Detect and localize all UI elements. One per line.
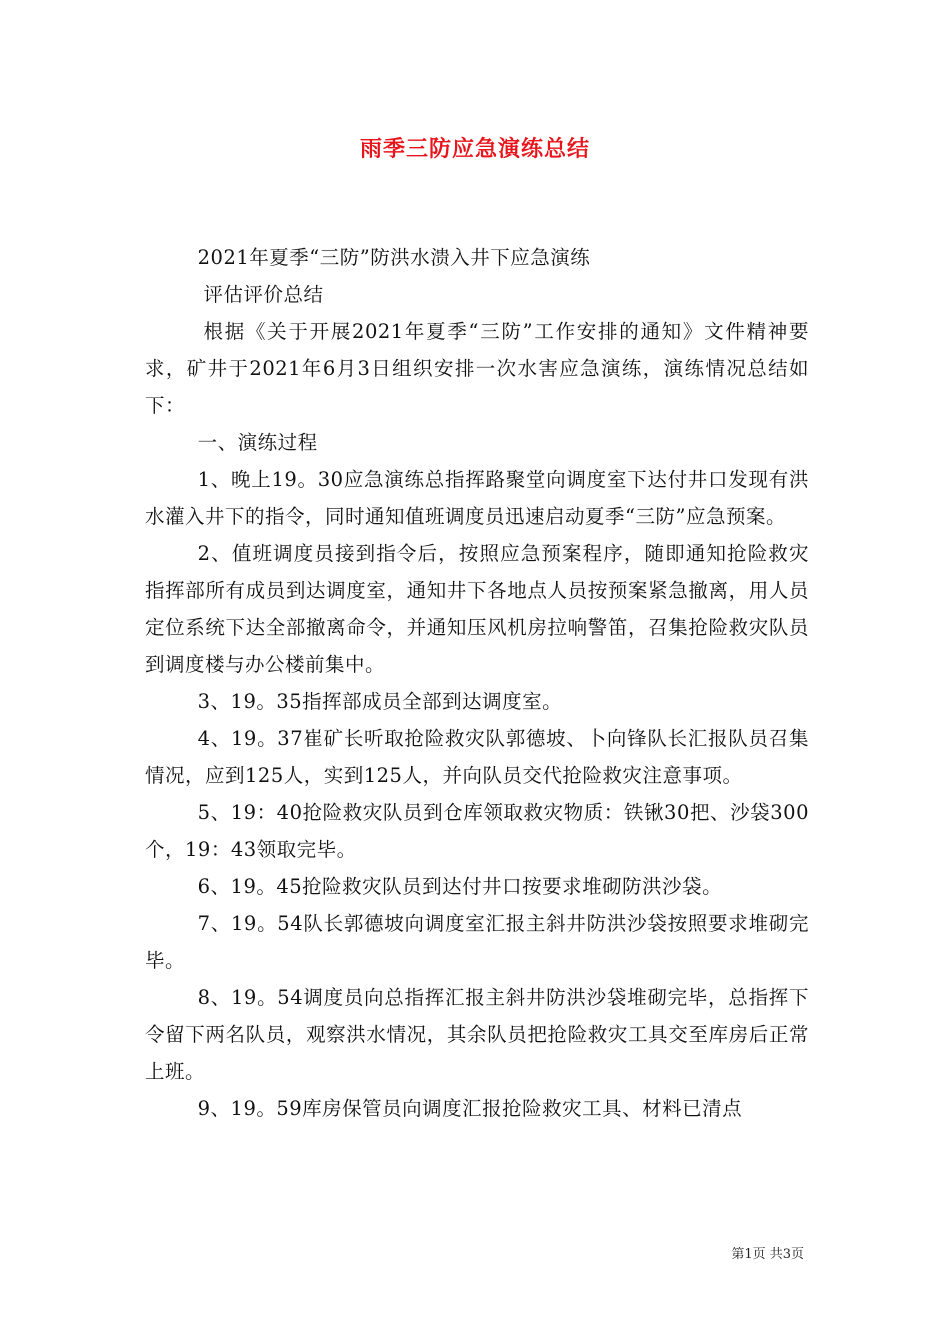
section-heading: 一、演练过程 [197, 431, 318, 454]
document-title: 雨季三防应急演练总结 [359, 137, 590, 162]
page-number: 第1页 共3页 [731, 1247, 804, 1262]
paragraph-item-4: 4、19。37崔矿长听取抢险救灾队郭德坡、卜向锋队长汇报队员召集情况，应到125人，实到125人，并向队员交代抢险救灾注意事项。 [145, 727, 809, 787]
paragraph-item-2: 2、值班调度员接到指令后，按照应急预案程序，随即通知抢险救灾指挥部所有成员到达调度室，通知井下各地点人员按预案紧急撤离，用人员定位系统下达全部撤离命令，并通知压风机房拉响警笛，召集抢险救灾队员到调度楼与办公楼前集中。 [145, 542, 809, 676]
paragraph-heading-line-1: 2021年夏季“三防”防洪水溃入井下应急演练 [197, 246, 591, 269]
paragraph-item-1: 1、晚上19。30应急演练总指挥路聚堂向调度室下达付井口发现有洪水灌入井下的指令，同时通知值班调度员迅速启动夏季“三防”应急预案。 [145, 468, 809, 528]
paragraph-intro: 根据《关于开展2021年夏季“三防”工作安排的通知》文件精神要求，矿井于2021年6月3日组织安排一次水害应急演练，演练情况总结如下： [145, 320, 809, 417]
paragraph-item-6: 6、19。45抢险救灾队员到达付井口按要求堆砌防洪沙袋。 [197, 875, 723, 898]
paragraph-item-3: 3、19。35指挥部成员全部到达调度室。 [197, 690, 563, 713]
paragraph-item-5: 5、19：40抢险救灾队员到仓库领取救灾物质：铁锹30把、沙袋300个，19：43领取完毕。 [145, 801, 809, 861]
paragraph-item-8: 8、19。54调度员向总指挥汇报主斜井防洪沙袋堆砌完毕，总指挥下令留下两名队员，观察洪水情况，其余队员把抢险救灾工具交至库房后正常上班。 [145, 986, 809, 1083]
paragraph-item-7: 7、19。54队长郭德坡向调度室汇报主斜井防洪沙袋按照要求堆砌完毕。 [145, 912, 809, 972]
paragraph-item-9: 9、19。59库房保管员向调度汇报抢险救灾工具、材料已清点 [197, 1097, 743, 1120]
document-body [145, 239, 809, 1127]
paragraph-heading-line-2: 评估评价总结 [203, 283, 324, 306]
